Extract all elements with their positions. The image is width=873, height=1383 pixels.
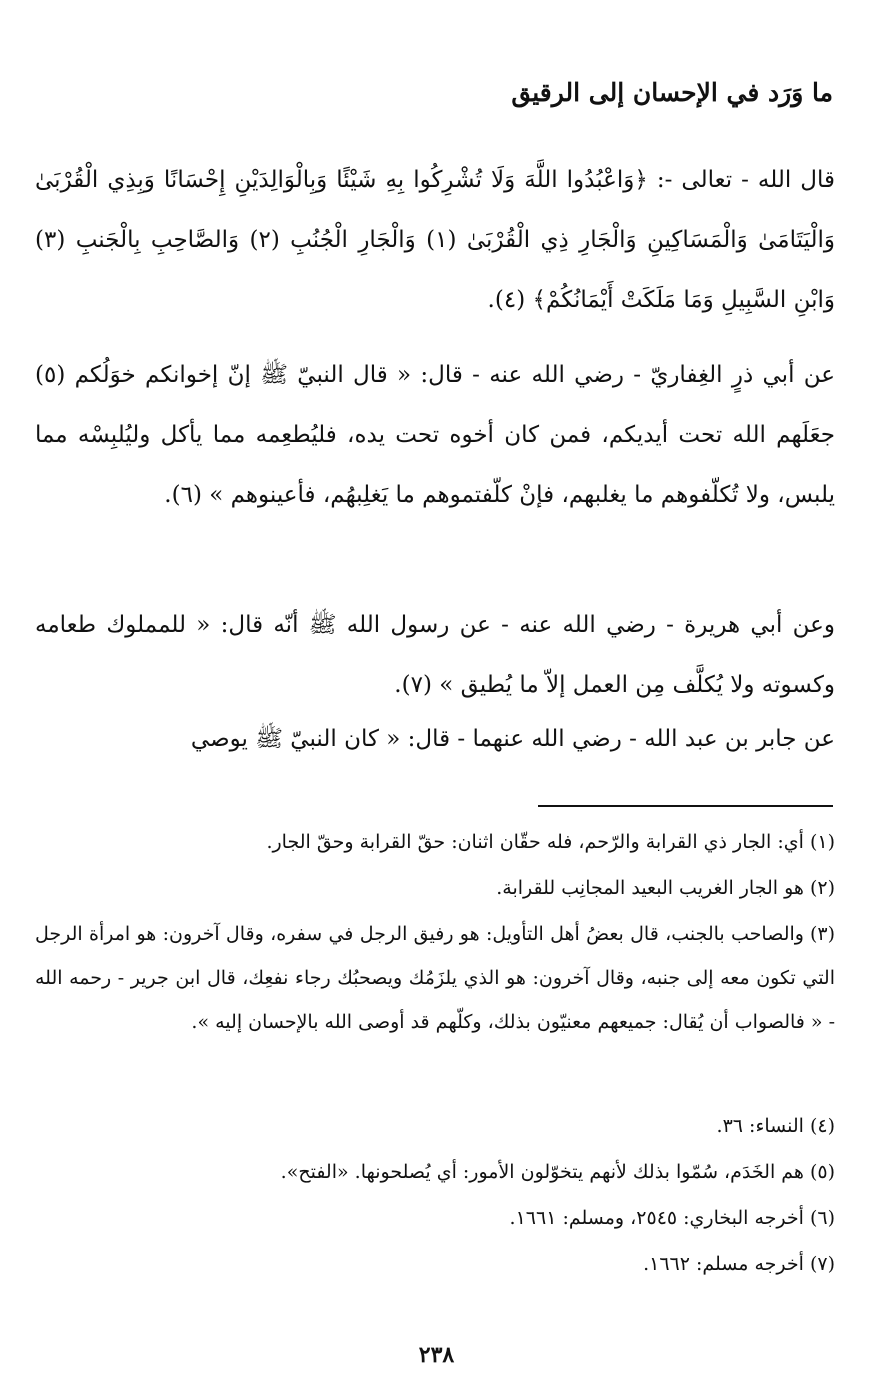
section-heading: ما وَرَد في الإحسان إلى الرقيق	[511, 78, 833, 107]
footnote-6	[35, 1196, 835, 1240]
footnote-number: (٤)	[809, 1115, 835, 1137]
hadith-abu-hurayra-paragraph: وعن أبي هريرة - رضي الله عنه - عن رسول الله ﷺ أنّه قال: « للمملوك طعامه وكسوته ولا يُكلَّف مِن العمل إلاّ ما يُطيق » (٧).	[35, 612, 835, 698]
footnote-7	[35, 1242, 835, 1286]
hadith-abu-dharr-paragraph: عن أبي ذرٍ الغِفاريّ - رضي الله عنه - قال: « قال النبيّ ﷺ إنّ إخوانكم خوَلُكم (٥) جعَلَهم الله تحت أيديكم، فمن كان أخوه تحت يده، فليُطعِمه مما يأكل وليُلبِسْه مما يلبس، ولا تُكلّفوهم ما يغلبهم، فإنْ كلّفتموهم ما يَغلِبهُم، فأعينوهم » (٦).	[35, 362, 835, 508]
footnote-number: (٦)	[809, 1207, 835, 1229]
footnote-number: (٢)	[809, 877, 835, 899]
quran-verse-paragraph: قال الله - تعالى -: ﴿وَاعْبُدُوا اللَّهَ وَلَا تُشْرِكُوا بِهِ شَيْئًا وَبِالْوَالِدَيْنِ إِحْسَانًا وَبِذِي الْقُرْبَىٰ وَالْيَتَامَىٰ وَالْمَسَاكِينِ وَالْجَارِ ذِي الْقُرْبَىٰ (١) وَالْجَارِ الْجُنُبِ (٢) وَالصَّاحِبِ بِالْجَنبِ (٣) وَابْنِ السَّبِيلِ وَمَا مَلَكَتْ أَيْمَانُكُمْ﴾ (٤).	[35, 167, 835, 313]
footnote-number: (٧)	[809, 1253, 835, 1275]
footnote-4	[35, 1104, 835, 1148]
footnote-text: النساء: ٣٦.	[716, 1115, 804, 1137]
footnote-number: (٣)	[809, 923, 835, 945]
footnote-separator	[538, 805, 833, 807]
footnote-number: (٥)	[809, 1161, 835, 1183]
hadith-jabir-paragraph: عن جابر بن عبد الله - رضي الله عنهما - قال: « كان النبيّ ﷺ يوصي	[190, 726, 835, 752]
footnote-5	[35, 1150, 835, 1194]
page-number: ٢٣٨	[418, 1342, 455, 1368]
footnote-text: والصاحب بالجنب، قال بعضُ أهل التأويل: هو رفيق الرجل في سفره، وقال آخرون: هو امرأة الرجل التي تكون معه إلى جنبه، وقال آخرون: هو الذي يلزَمُك ويصحبُك رجاء نفعِك، قال ابن جرير - رحمه الله - « فالصواب أن يُقال: جميعهم معنيّون بذلك، وكلّهم قد أوصى الله بالإحسان إليه ».	[35, 923, 835, 1033]
footnote-1	[35, 820, 835, 864]
footnote-number: (١)	[809, 831, 835, 853]
footnote-text: أخرجه البخاري: ٢٥٤٥، ومسلم: ١٦٦١.	[509, 1207, 804, 1229]
footnote-text: أخرجه مسلم: ١٦٦٢.	[643, 1253, 804, 1275]
footnote-text: هم الخَدَم، سُمّوا بذلك لأنهم يتخوّلون الأمور: أي يُصلحونها. «الفتح».	[280, 1161, 804, 1183]
footnote-text: هو الجار الغريب البعيد المجانِب للقرابة.	[496, 877, 804, 899]
footnote-3	[35, 912, 835, 1044]
footnote-text: أي: الجار ذي القرابة والرّحم، فله حقّان اثنان: حقّ القرابة وحقّ الجار.	[266, 831, 804, 853]
footnote-2	[35, 866, 835, 910]
